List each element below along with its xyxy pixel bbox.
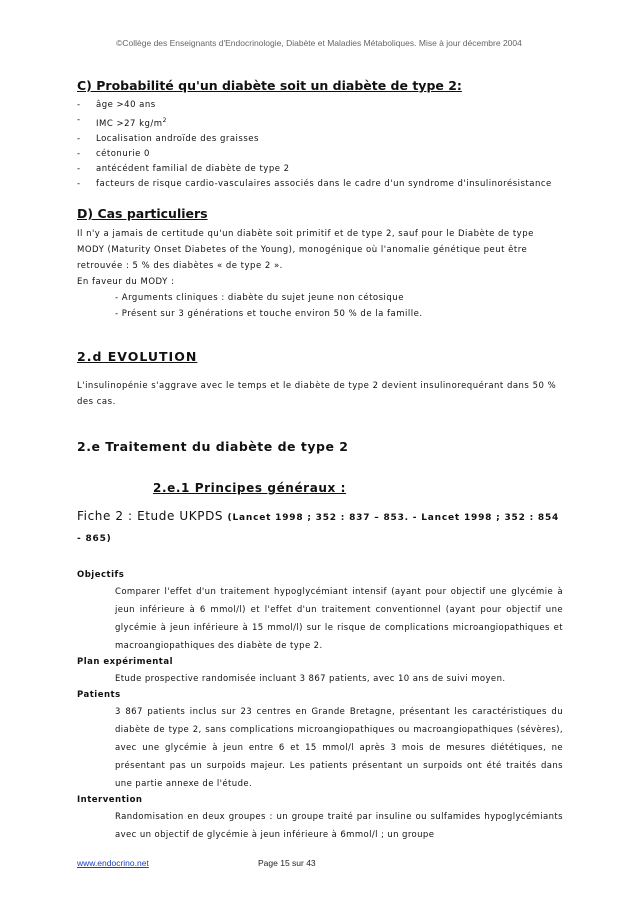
objectifs-text: Comparer l'effet d'un traitement hypoglycémiant intensif (ayant pour objectif une glycémie à jeun inférieure à 6 mmol/l) et l'effet d'un traitement conventionnel (ayant pour objectif une glycémie à jeun inférieure à 15 mmol/l) sur le risque de complications microangiopathiques et macroangiopathiques des diabète de type 2. xyxy=(115,586,563,651)
list-item: - Localisation androïde des graisses xyxy=(77,132,563,147)
objectifs-label: Objectifs xyxy=(77,569,125,580)
fiche-reference: (Lancet 1998 ; 352 : 837 – 853. - Lancet 1998 ; 352 : 854 - 865) xyxy=(77,512,560,544)
evolution-text: L'insulinopénie s'aggrave avec le temps et le diabète de type 2 devient insulinorequérant dans 50 % des cas. xyxy=(77,380,557,407)
mody-argument: - Arguments cliniques : diabète du sujet jeune non cétosique xyxy=(115,292,404,303)
section-c-list xyxy=(77,98,563,192)
page-content xyxy=(77,78,563,844)
list-item: - antécédent familial de diabète de type 2 xyxy=(77,162,563,177)
plan-text: Etude prospective randomisée incluant 3 867 patients, avec 10 ans de suivi moyen. xyxy=(115,673,506,684)
intervention-text: Randomisation en deux groupes : un groupe traité par insuline ou sulfamides hypoglycémiants avec un objectif de glycémie à jeun inférieure à 6mmol/l ; un groupe xyxy=(115,811,563,840)
traitement-title: 2.e Traitement du diabète de type 2 xyxy=(77,438,349,454)
page-number: Page 15 sur 43 xyxy=(258,858,316,868)
section-d-title: D) Cas particuliers xyxy=(77,205,208,221)
plan-label: Plan expérimental xyxy=(77,656,173,667)
page-footer xyxy=(77,858,563,868)
list-item: - âge >40 ans xyxy=(77,98,563,113)
list-item: - IMC >27 $kg/m^2$ xyxy=(77,113,563,132)
mody-argument: - Présent sur 3 générations et touche environ 50 % de la famille. xyxy=(115,308,423,319)
page-header: ©Collège des Enseignants d'Endocrinologie, Diabète et Maladies Métaboliques. Mise à jour décembre 2004 xyxy=(116,38,522,48)
mody-intro: En faveur du MODY : xyxy=(77,276,175,287)
section-c-title: C) Probabilité qu'un diabète soit un diabète de type 2: xyxy=(77,78,462,93)
evolution-title: 2.d EVOLUTION xyxy=(77,348,198,364)
website-link[interactable]: www.endocrino.net xyxy=(77,858,149,868)
list-item: - facteurs de risque cardio-vasculaires associés dans le cadre d'un syndrome d'insulinorésistance xyxy=(77,177,563,192)
patients-text: 3 867 patients inclus sur 23 centres en Grande Bretagne, présentant les caractéristiques du diabète de type 2, sans complications microangiopathiques ou macroangiopathiques (sévères), avec une glycémie à jeun entre 6 et 15 mmol/l après 3 mois de mesures diététiques, ne présentant pas un surpoids majeur. Les patients présentant un surpoids ont été traités dans une partie annexe de l'étude. xyxy=(115,706,563,789)
fiche-title: Fiche 2 : Etude UKPDS (Lancet 1998 ; 352 : 837 – 853. - Lancet 1998 ; 352 : 854 - 865) xyxy=(77,508,560,544)
patients-label: Patients xyxy=(77,689,121,700)
imc-superscript: 2 xyxy=(162,117,167,124)
section-d-paragraph: Il n'y a jamais de certitude qu'un diabète soit primitif et de type 2, sauf pour le Diabète de type MODY (Maturity Onset Diabetes of the Young), monogénique où l'anomalie génétique peut être retrouvée : 5 % des diabètes « de type 2 ». xyxy=(77,228,534,271)
list-item: - cétonurie 0 xyxy=(77,147,563,162)
principes-title: 2.e.1 Principes généraux : xyxy=(153,480,347,495)
intervention-label: Intervention xyxy=(77,794,143,805)
